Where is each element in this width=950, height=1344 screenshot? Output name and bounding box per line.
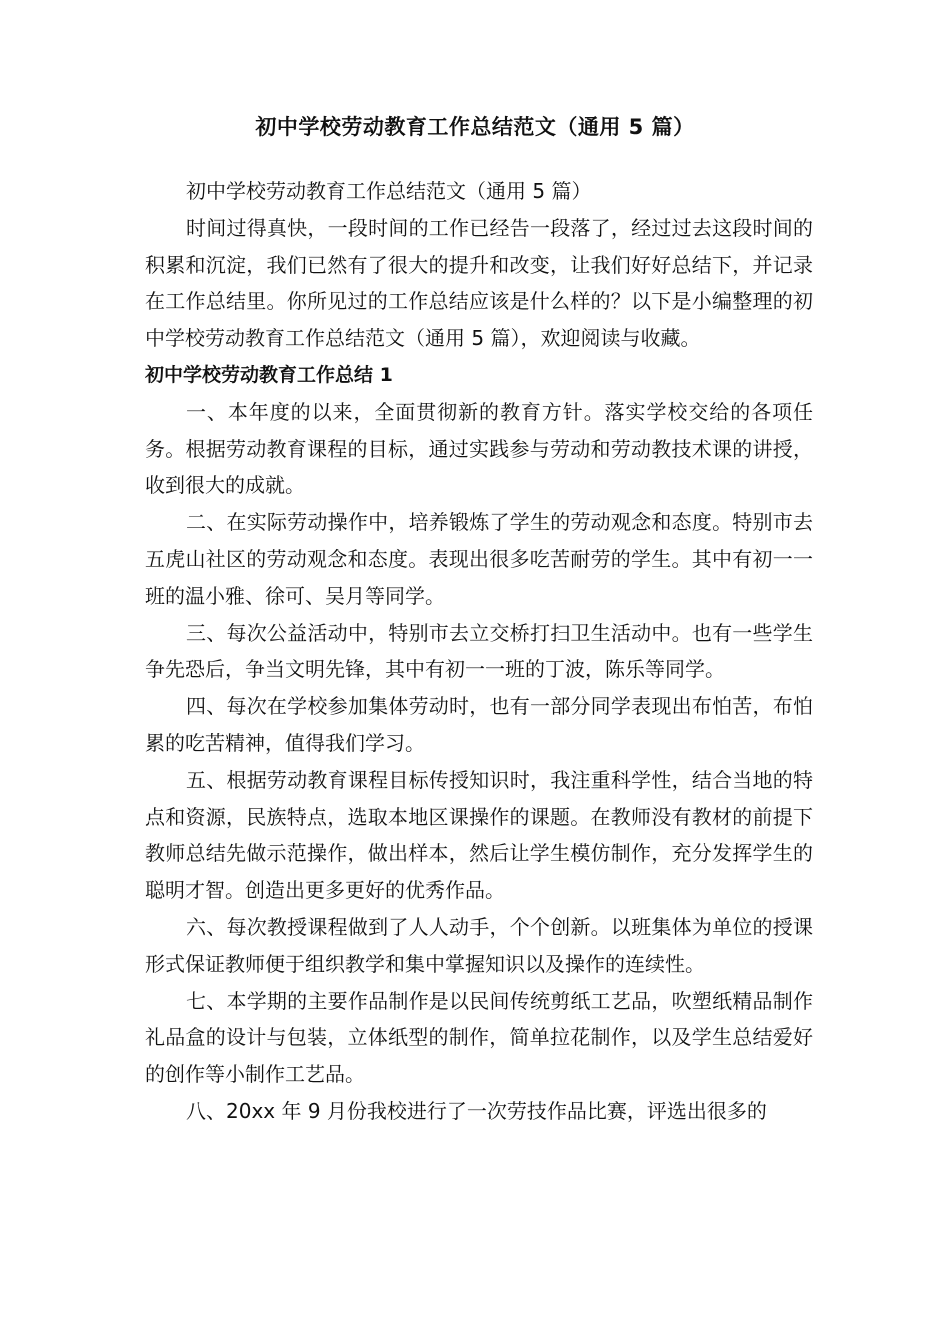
subtitle-paragraph: 初中学校劳动教育工作总结范文（通用 5 篇） [186,179,592,203]
section-heading: 初中学校劳动教育工作总结 1 [145,363,393,386]
item-paragraph-3: 三、每次公益活动中，特别市去立交桥打扫卫生活动中。也有一些学生争先恐后，争当文明先锋，其中有初一一班的丁波，陈乐等同学。 [145,620,813,682]
document-body [145,173,813,1130]
item-paragraph-1: 一、本年度的以来，全面贯彻新的教育方针。落实学校交给的各项任务。根据劳动教育课程的目标，通过实践参与劳动和劳动教技术课的讲授，收到很大的成就。 [145,399,813,498]
item-paragraph-2: 二、在实际劳动操作中，培养锻炼了学生的劳动观念和态度。特别市去五虎山社区的劳动观念和态度。表现出很多吃苦耐劳的学生。其中有初一一班的温小雅、徐可、吴月等同学。 [145,510,813,608]
document-title: 初中学校劳动教育工作总结范文（通用 5 篇） [255,115,695,139]
item-paragraph-5: 五、根据劳动教育课程目标传授知识时，我注重科学性，结合当地的特点和资源，民族特点，选取本地区课操作的课题。在教师没有教材的前提下教师总结先做示范操作，做出样本，然后让学生模仿制作，充分发挥学生的聪明才智。创造出更多更好的优秀作品。 [145,767,813,903]
item-paragraph-4: 四、每次在学校参加集体劳动时，也有一部分同学表现出布怕苦，布怕累的吃苦精神，值得我们学习。 [145,694,813,755]
item-paragraph-6: 六、每次教授课程做到了人人动手，个个创新。以班集体为单位的授课形式保证教师便于组织教学和集中掌握知识以及操作的连续性。 [145,914,813,976]
intro-paragraph: 时间过得真快，一段时间的工作已经告一段落了，经过过去这段时间的积累和沉淀，我们已然有了很大的提升和改变，让我们好好总结下，并记录在工作总结里。你所见过的工作总结应该是什么样的？以下是小编整理的初中学校劳动教育工作总结范文（通用 5 篇），欢迎阅读与收藏。 [145,215,813,351]
item-paragraph-7: 七、本学期的主要作品制作是以民间传统剪纸工艺品，吹塑纸精品制作礼品盒的设计与包装，立体纸型的制作，简单拉花制作，以及学生总结爱好的创作等小制作工艺品。 [145,988,813,1087]
item-paragraph-8: 八、20xx 年 9 月份我校进行了一次劳技作品比赛，评选出很多的 [186,1098,767,1123]
